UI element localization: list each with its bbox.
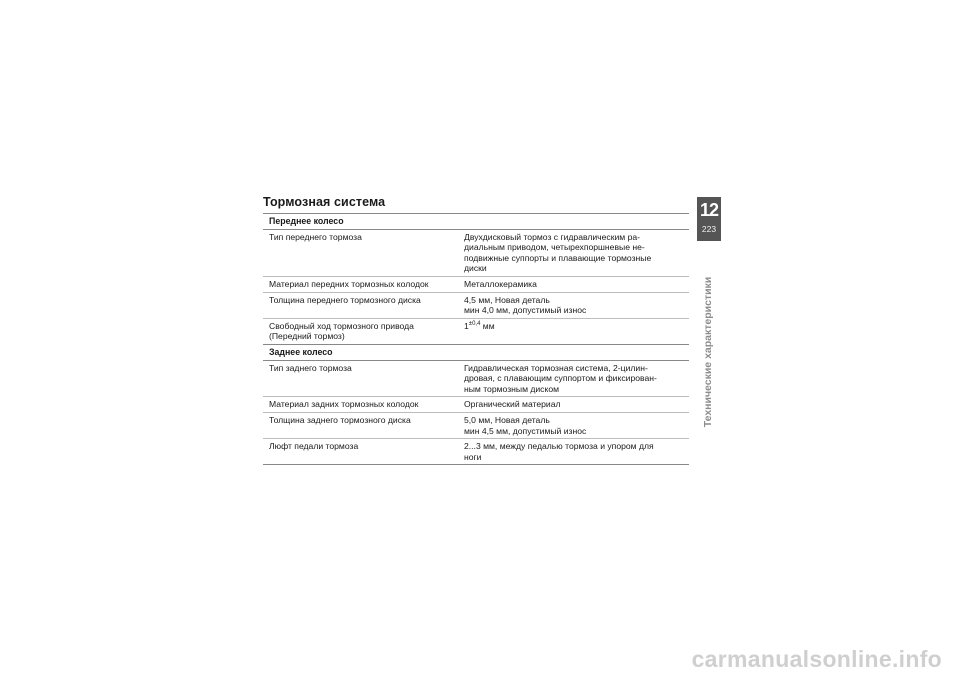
value-line: диальным приводом, четырехпоршневые не- (464, 242, 645, 253)
value-line: дровая, с плавающим суппортом и фиксирован- (464, 373, 657, 384)
row-value (464, 441, 689, 462)
row-value (464, 363, 689, 395)
table-row (263, 230, 689, 277)
page-number: 223 (701, 224, 717, 234)
table-row (263, 277, 689, 293)
side-label-container (701, 270, 715, 434)
value-line: Органический материал (464, 399, 561, 410)
table-row (263, 319, 689, 345)
row-value (464, 232, 689, 274)
table-row (263, 439, 689, 465)
row-label: Люфт педали тормоза (269, 441, 359, 452)
value-line: диски (464, 263, 487, 274)
table-row (263, 361, 689, 398)
value-unit: мм (480, 320, 495, 331)
chapter-tab (697, 197, 721, 241)
value-line: ноги (464, 451, 482, 462)
row-value (464, 415, 689, 436)
value-line: 2...3 мм, между педалью тормоза и упором для (464, 441, 654, 452)
page-title: Тормозная система (263, 195, 386, 209)
value-line: ным тормозным диском (464, 383, 560, 394)
watermark: carmanualsonline.info (691, 646, 942, 672)
row-value (464, 321, 689, 342)
table-row (263, 413, 689, 439)
row-label: Толщина заднего тормозного диска (269, 414, 411, 425)
value-line: Гидравлическая тормозная система, 2-цилин- (464, 362, 648, 373)
row-label: Тип переднего тормоза (269, 231, 362, 242)
table-row (263, 293, 689, 319)
value-base: 1 (464, 320, 469, 331)
chapter-number: 12 (699, 200, 719, 220)
value-line: 4,5 мм, Новая деталь (464, 294, 550, 305)
section-heading-front: Переднее колесо (263, 213, 689, 230)
row-value (464, 399, 689, 410)
value-line: Металлокерамика (464, 278, 537, 289)
value-tolerance: ±0,4 (468, 320, 481, 327)
row-label: Материал задних тормозных колодок (269, 399, 419, 410)
value-line: мин 4,5 мм, допустимый износ (464, 425, 587, 436)
row-label: Свободный ход тормозного привода (Передний тормоз) (269, 320, 414, 342)
table-row (263, 397, 689, 413)
row-value (464, 279, 689, 290)
spec-table (263, 213, 689, 465)
row-label: Толщина переднего тормозного диска (269, 294, 421, 305)
section-heading-rear: Заднее колесо (263, 345, 689, 361)
value-line: мин 4,0 мм, допустимый износ (464, 305, 587, 316)
value-line: Двухдисковый тормоз с гидравлическим ра- (464, 231, 640, 242)
row-label: Материал передних тормозных колодок (269, 278, 429, 289)
value-line: подвижные суппорты и плавающие тормозные (464, 252, 652, 263)
row-value (464, 295, 689, 316)
row-label: Тип заднего тормоза (269, 362, 352, 373)
chapter-side-label: Технические характеристики (702, 276, 714, 428)
value-line: 5,0 мм, Новая деталь (464, 414, 550, 425)
